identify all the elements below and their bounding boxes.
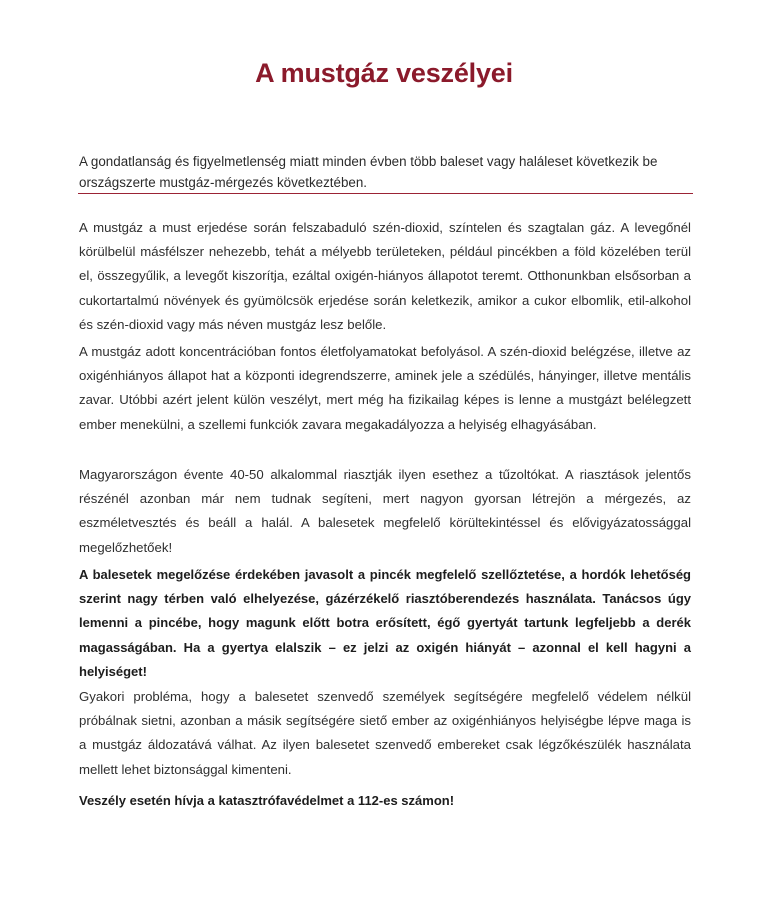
paragraph-prevention-advice: A balesetek megelőzése érdekében javasolt a pincék megfelelő szellőztetése, a hordók lehetőség szerint nagy térben való elhelyezése, gázérzékelő riasztóberendezés használata. Tanácsos úgy lemenni a pincébe, hogy magunk előtt botra erősített, égő gyertyát tartunk legfeljebb a derék magasságában. Ha a gyertya elalszik – ez jelzi az oxigén hiányát – azonnal el kell hagyni a helyiséget! — [79, 567, 691, 679]
lead-paragraph: A gondatlanság és figyelmetlenség miatt minden évben több baleset vagy haláleset következik be országszerte mustgáz-mérgezés következtében. — [79, 154, 658, 190]
divider-line — [78, 193, 693, 194]
page-title: A mustgáz veszélyei — [255, 58, 513, 88]
paragraph-what-is-mustgas: A mustgáz a must erjedése során felszabaduló szén-dioxid, színtelen és szagtalan gáz. A levegőnél körülbelül másfélszer nehezebb, tehát a mélyebb területeken, például pincékben a föld közelében terül el, összegyűlik, a levegőt kiszorítja, ezáltal oxigén-hiányos állapotot teremt. Otthonunkban elsősorban a cukortartalmú növények és gyümölcsök erjedése során keletkezik, amikor a cukor elbomlik, etil-alkohol és szén-dioxid vagy más néven mustgáz lesz belőle. — [79, 220, 691, 332]
paragraph-statistics: Magyarországon évente 40-50 alkalommal riasztják ilyen esethez a tűzoltókat. A riasztások jelentős részénél azonban már nem tudnak segíteni, mert nagyon gyorsan létrejön a mérgezés, az eszméletvesztés és beáll a halál. A balesetek megfelelő körültekintéssel és elővigyázatossággal megelőzhetőek! — [79, 467, 691, 555]
paragraph-rescue-warning: Gyakori probléma, hogy a balesetet szenvedő személyek segítségére megfelelő védelem nélkül próbálnak sietni, azonban a másik segítségére siető ember az oxigénhiányos helyiségbe lépve maga is a mustgáz áldozatává válhat. Az ilyen balesetet szenvedő embereket csak légzőkészülék használata mellett lehet biztonsággal kimenteni. — [79, 689, 691, 777]
emergency-call-notice: Veszély esetén hívja a katasztrófavédelmet a 112-es számon! — [79, 793, 455, 808]
paragraph-health-effects: A mustgáz adott koncentrációban fontos életfolyamatokat befolyásol. A szén-dioxid belégzése, illetve az oxigénhiányos állapot hat a központi idegrendszerre, aminek jele a szédülés, hányinger, illetve mentális zavar. Utóbbi azért jelent külön veszélyt, mert még ha fizikailag képes is lenne a mustgázt belélegzett ember menekülni, a szellemi funkciók zavara megakadályozza a helyiség elhagyásában. — [79, 344, 691, 432]
